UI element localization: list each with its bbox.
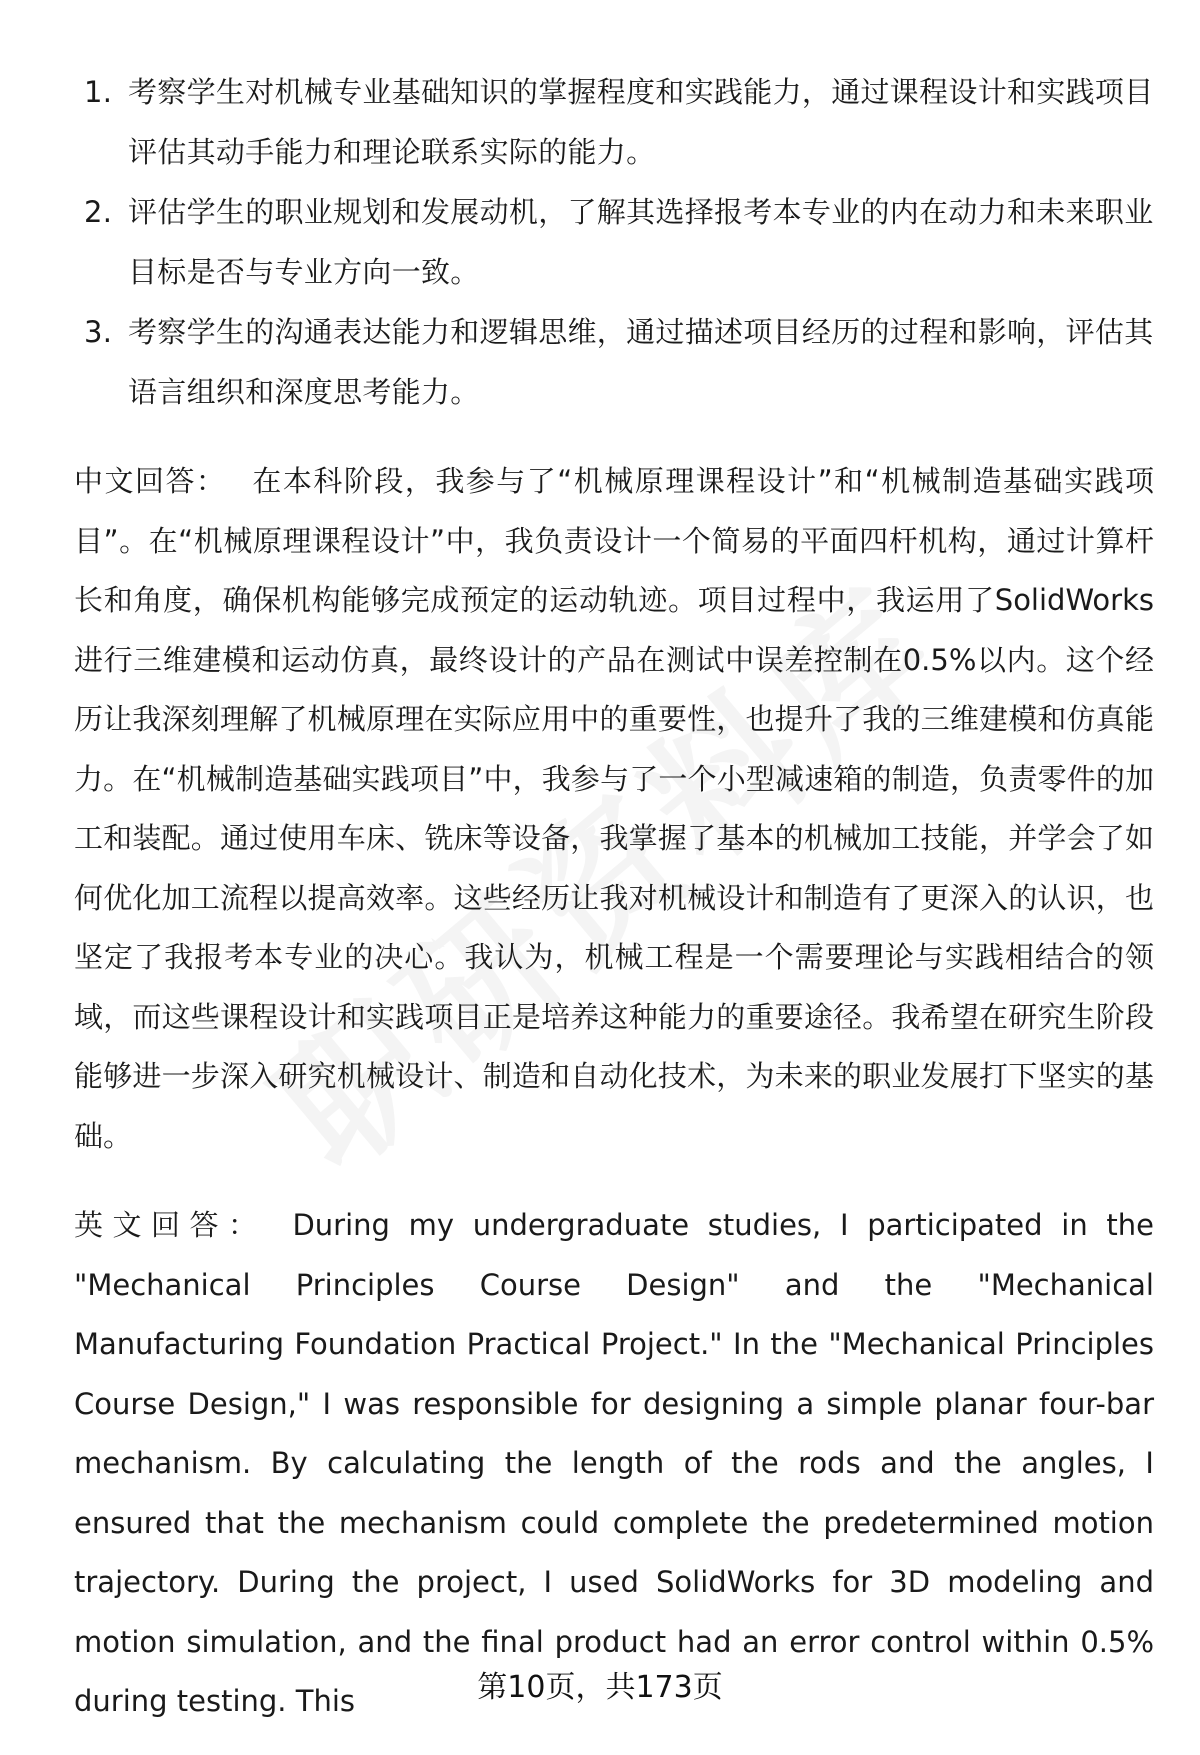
criteria-number: 2. [84, 195, 113, 229]
criteria-item-1 [74, 62, 1154, 182]
page-content [74, 62, 1154, 1732]
criteria-text: 考察学生对机械专业基础知识的掌握程度和实践能力，通过课程设计和实践项目评估其动手能力和理论联系实际的能力。 [128, 75, 1154, 169]
criteria-item-2 [74, 182, 1154, 302]
page-footer: 第10页，共173页 [477, 1670, 723, 1705]
chinese-answer-label: 中文回答： [74, 464, 227, 498]
criteria-number: 1. [84, 75, 113, 109]
english-answer-paragraph [74, 1196, 1154, 1732]
chinese-answer-paragraph [74, 452, 1154, 1166]
criteria-text: 评估学生的职业规划和发展动机，了解其选择报考本专业的内在动力和未来职业目标是否与专业方向一致。 [128, 195, 1154, 289]
criteria-number: 3. [84, 315, 113, 349]
english-answer-text: During my undergraduate studies, I participated in the "Mechanical Principles Course Design" and the "Mechanical Manufacturing Foundation Practical Project." In the "Mechanical Principles Course Design," I was responsible for designing a simple planar four-bar mechanism. By calculating the length of the rods and the angles, I ensured that the mechanism could complete the predetermined motion trajectory. During the project, I used SolidWorks for 3D modeling and motion simulation, and the final product had an error control within 0.5% during testing. This [74, 1208, 1154, 1718]
chinese-answer-text: 在本科阶段，我参与了“机械原理课程设计”和“机械制造基础实践项目”。在“机械原理课程设计”中，我负责设计一个简易的平面四杆机构，通过计算杆长和角度，确保机构能够完成预定的运动轨迹。项目过程中，我运用了SolidWorks进行三维建模和运动仿真，最终设计的产品在测试中误差控制在0.5%以内。这个经历让我深刻理解了机械原理在实际应用中的重要性，也提升了我的三维建模和仿真能力。在“机械制造基础实践项目”中，我参与了一个小型减速箱的制造，负责零件的加工和装配。通过使用车床、铣床等设备，我掌握了基本的机械加工技能，并学会了如何优化加工流程以提高效率。这些经历让我对机械设计和制造有了更深入的认识，也坚定了我报考本专业的决心。我认为，机械工程是一个需要理论与实践相结合的领域，而这些课程设计和实践项目正是培养这种能力的重要途径。我希望在研究生阶段能够进一步深入研究机械设计、制造和自动化技术，为未来的职业发展打下坚实的基础。 [74, 464, 1154, 1153]
criteria-list [74, 62, 1154, 422]
english-answer-label: 英文回答： [74, 1208, 267, 1242]
criteria-text: 考察学生的沟通表达能力和逻辑思维，通过描述项目经历的过程和影响，评估其语言组织和深度思考能力。 [128, 315, 1154, 409]
criteria-item-3 [74, 302, 1154, 422]
